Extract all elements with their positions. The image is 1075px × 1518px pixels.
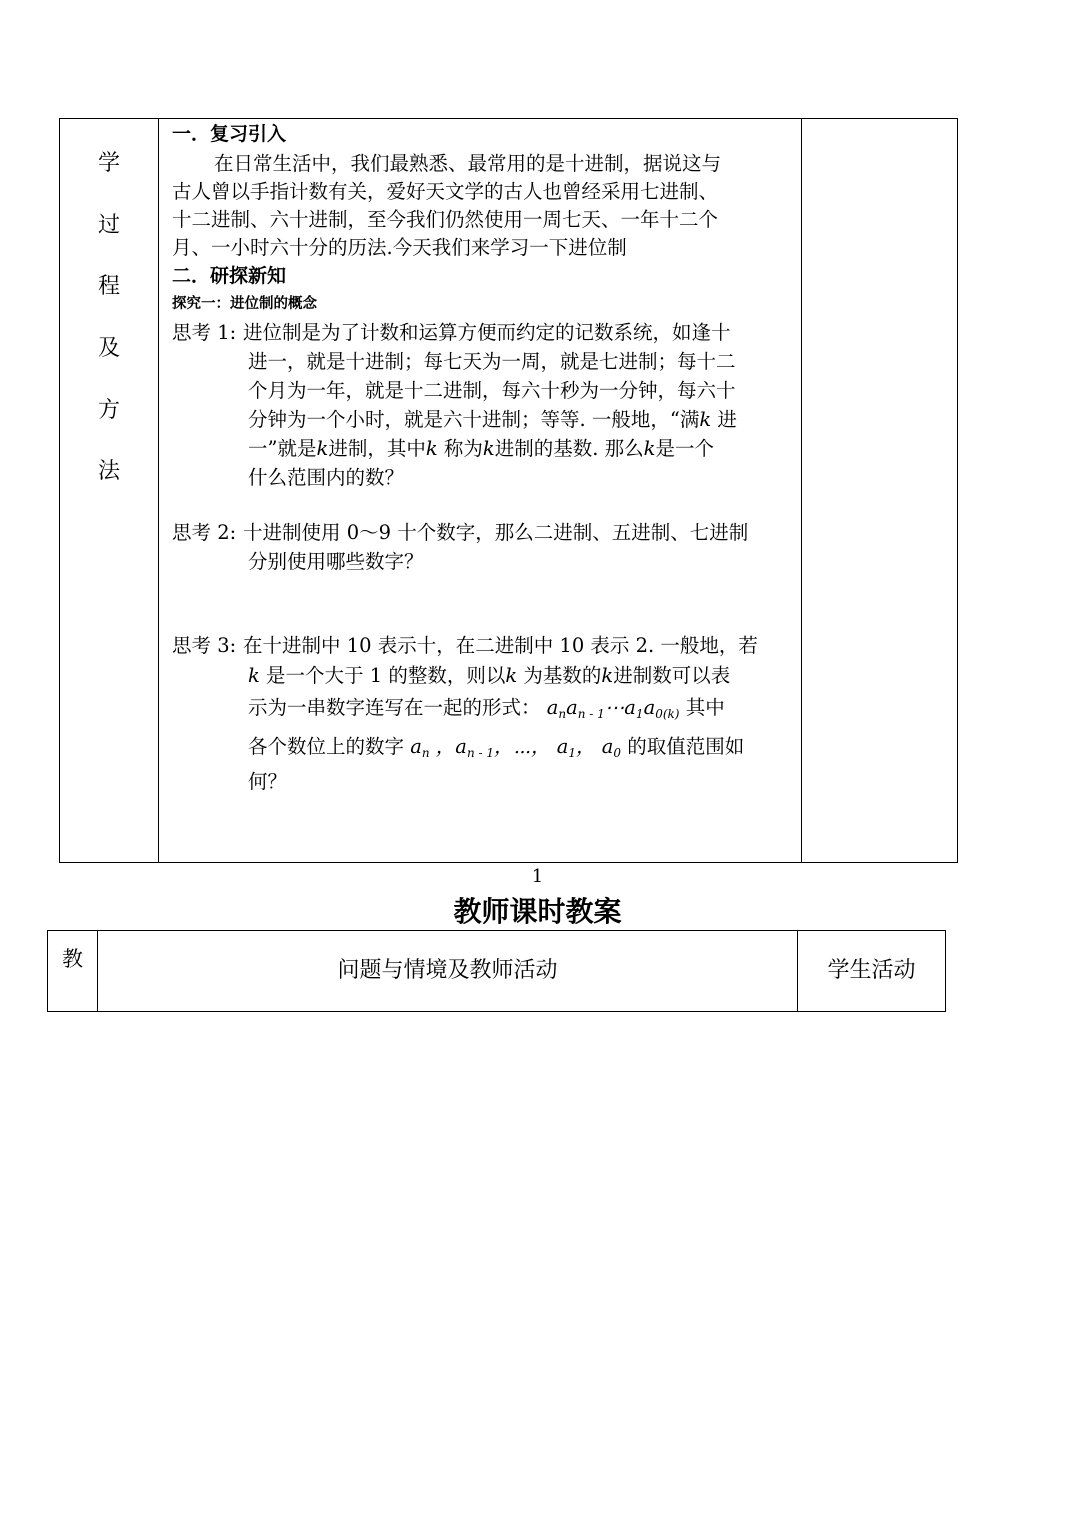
math-k: k	[316, 437, 329, 460]
think3-text: 进制数可以表	[613, 664, 731, 687]
math-expression: $a_na_{n - 1}\cdots a_1a_{0(k)}$	[546, 696, 680, 721]
think3-line: 何？	[248, 770, 288, 793]
intro-line: 月、一小时六十分的历法.今天我们来学习一下进位制	[172, 236, 627, 259]
table-header-cell: 学生活动	[827, 958, 916, 983]
document-title: 教师课时教案	[453, 895, 622, 928]
intro-line: 古人曾以手指计数有关，爱好天文学的古人也曾经采用七进制、	[172, 180, 719, 203]
section2-heading: 二．研探新知	[172, 265, 287, 287]
think1-text: 进制，其中	[328, 437, 426, 460]
math-k: k	[643, 437, 656, 460]
think1-line: 个月为一年，就是十二进制，每六十秒为一分钟，每六十	[248, 379, 736, 402]
think1-line	[248, 434, 714, 463]
math-k: k	[699, 408, 712, 431]
think1-line	[248, 405, 737, 434]
think3-text: 为基数的	[523, 664, 602, 687]
think1-text: 称为	[443, 437, 483, 460]
section-label-column	[60, 119, 159, 862]
vertical-label-char: 及	[97, 336, 120, 361]
intro-line: 在日常生活中，我们最熟悉、最常用的是十进制，据说这与	[214, 152, 722, 175]
think3-text: 示为一串数字连写在一起的形式：	[248, 696, 541, 719]
section1-heading: 一．复习引入	[172, 123, 287, 145]
page-number: 1	[531, 866, 544, 887]
think1-text: 分钟为一个小时，就是六十进制；等等. 一般地，“满	[248, 408, 700, 431]
math-k: k	[425, 437, 438, 460]
think3-line	[248, 693, 725, 729]
think3-text: 各个数位上的数字	[248, 735, 405, 758]
intro-line: 十二进制、六十进制，至今我们仍然使用一周七天、一年十二个	[172, 208, 719, 231]
think3-line	[248, 732, 744, 768]
think3-text: 其中	[685, 696, 725, 719]
think1-text: 进	[717, 408, 737, 431]
math-k: k	[248, 664, 260, 687]
student-activity-column	[801, 119, 958, 862]
think3-line: 在十进制中 10 表示十，在二进制中 10 表示 2. 一般地，若	[243, 634, 758, 657]
lesson-process-table	[59, 118, 958, 863]
table-header-cell: 问题与情境及教师活动	[98, 931, 798, 1011]
math-digit-list: $a_n$ ，$a_{n - 1}$，⋯， $a_1$， $a_0$	[410, 735, 622, 760]
think1-line: 什么范围内的数？	[248, 466, 405, 489]
think3-text: 是一个大于 1 的整数，则以	[266, 664, 506, 687]
table-header-cell: 教	[48, 931, 98, 1011]
vertical-label-char: 法	[97, 459, 120, 484]
math-k: k	[601, 664, 614, 687]
vertical-label-char: 程	[97, 274, 120, 299]
think1-text: 进制的基数. 那么	[494, 437, 644, 460]
think1-text: 一”就是	[248, 437, 317, 460]
math-k: k	[505, 664, 518, 687]
section2-subheading: 探究一：进位制的概念	[172, 296, 317, 312]
think1-text: 是一个	[655, 437, 714, 460]
vertical-label-char: 方	[97, 398, 120, 423]
think3-line	[248, 661, 730, 690]
think3-label: 思考 3:	[172, 634, 237, 657]
math-k: k	[482, 437, 495, 460]
think1-line: 进一，就是十进制；每七天为一周，就是七进制；每十二	[248, 350, 736, 373]
lesson-header-table	[47, 930, 946, 1012]
think1-label: 思考 1:	[172, 321, 237, 344]
think2-line: 十进制使用 0～9 十个数字，那么二进制、五进制、七进制	[243, 521, 749, 544]
think2-label: 思考 2:	[172, 521, 237, 544]
vertical-label-char: 过	[97, 213, 120, 238]
think3-text: 的取值范围如	[627, 735, 745, 758]
think1-line: 进位制是为了计数和运算方便而约定的记数系统，如逢十	[243, 321, 731, 344]
vertical-label-char: 学	[97, 151, 120, 176]
think2-line: 分别使用哪些数字？	[248, 550, 424, 573]
